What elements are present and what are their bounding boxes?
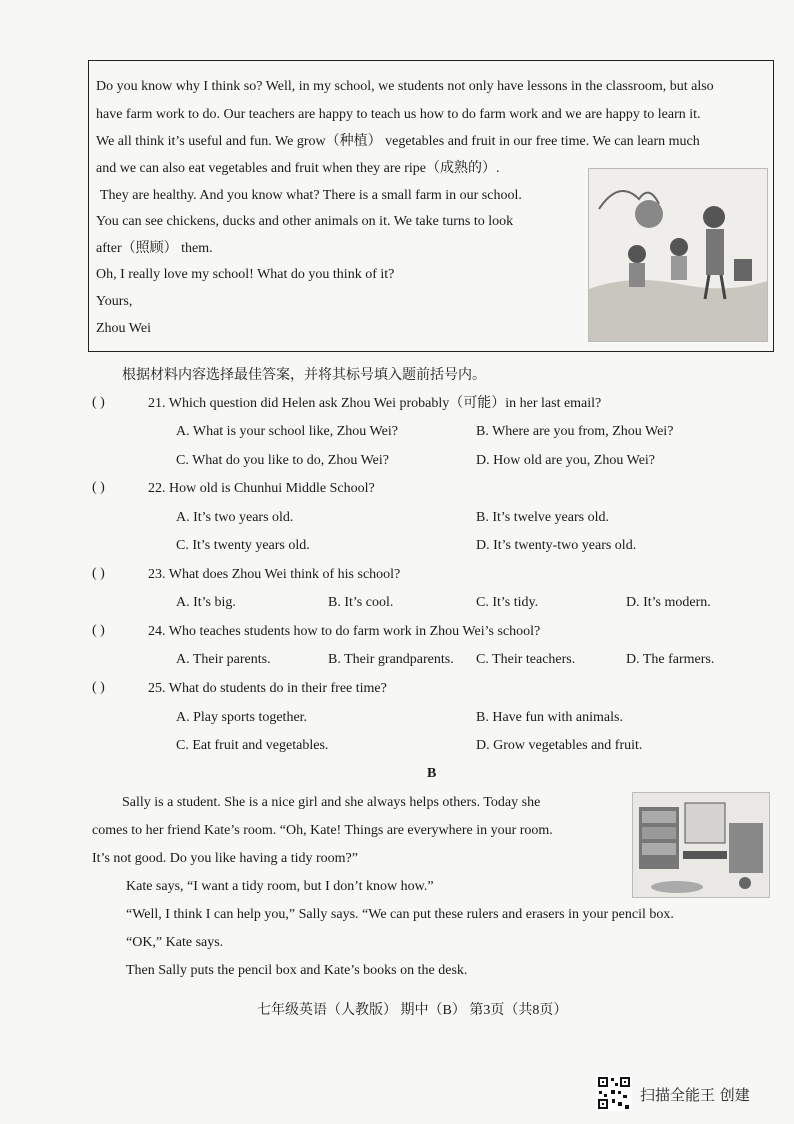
question-23: 23. What does Zhou Wei think of his school? [148, 567, 401, 582]
farm-illustration [588, 168, 768, 342]
option-d: D. The farmers. [626, 652, 715, 667]
option-b: B. It’s twelve years old. [476, 510, 609, 525]
option-d: D. It’s twenty-two years old. [476, 538, 637, 553]
answer-bracket[interactable]: ( ) [92, 566, 105, 581]
letter-line: We all think it’s useful and fun. We grow（种植） vegetables and fruit in our free time. We can learn much [96, 134, 700, 149]
option-a: A. Play sports together. [176, 710, 308, 725]
passage-line: It’s not good. Do you like having a tidy room?” [92, 851, 358, 866]
option-a: A. It’s big. [176, 595, 236, 610]
passage-line: comes to her friend Kate’s room. “Oh, Kate! Things are everywhere in your room. [92, 823, 553, 838]
option-c: C. It’s tidy. [476, 595, 539, 610]
answer-bracket[interactable]: ( ) [92, 680, 105, 695]
option-b: B. It’s cool. [328, 595, 394, 610]
option-c: C. Their teachers. [476, 652, 576, 667]
question-25: 25. What do students do in their free time? [148, 681, 387, 696]
option-b: B. Have fun with animals. [476, 710, 623, 725]
qr-code-icon [596, 1075, 632, 1111]
letter-line: You can see chickens, ducks and other animals on it. We take turns to look [96, 214, 514, 229]
question-24: 24. Who teaches students how to do farm work in Zhou Wei’s school? [148, 624, 541, 639]
option-d: D. How old are you, Zhou Wei? [476, 453, 656, 468]
section-heading: B [427, 766, 437, 781]
instruction: 根据材料内容选择最佳答案，并将其标号填入题前括号内。 [122, 368, 486, 383]
question-22: 22. How old is Chunhui Middle School? [148, 481, 375, 496]
answer-bracket[interactable]: ( ) [92, 395, 105, 410]
letter-line: and we can also eat vegetables and fruit when they are ripe（成熟的）. [96, 161, 500, 176]
letter-line: They are healthy. And you know what? There is a small farm in our school. [100, 188, 522, 203]
option-a: A. What is your school like, Zhou Wei? [176, 424, 398, 439]
farm-illustration-drawing [589, 169, 767, 341]
letter-line: Yours, [96, 294, 133, 309]
option-d: D. It’s modern. [626, 595, 711, 610]
passage-line: Then Sally puts the pencil box and Kate’s books on the desk. [126, 963, 468, 978]
question-21: 21. Which question did Helen ask Zhou Wei probably（可能）in her last email? [148, 396, 602, 411]
option-d: D. Grow vegetables and fruit. [476, 738, 643, 753]
page-footer: 七年级英语（人教版） 期中（B） 第3页（共8页） [257, 1003, 568, 1018]
passage-line: “OK,” Kate says. [126, 935, 224, 950]
answer-bracket[interactable]: ( ) [92, 623, 105, 638]
scanner-watermark: 扫描全能王 创建 [640, 1086, 750, 1104]
option-c: C. Eat fruit and vegetables. [176, 738, 329, 753]
letter-line: Oh, I really love my school! What do you think of it? [96, 267, 395, 282]
option-c: C. What do you like to do, Zhou Wei? [176, 453, 389, 468]
option-b: B. Where are you from, Zhou Wei? [476, 424, 674, 439]
letter-signature: Zhou Wei [96, 321, 151, 336]
room-illustration [632, 792, 770, 898]
passage-line: Kate says, “I want a tidy room, but I don’t know how.” [126, 879, 434, 894]
letter-line: after（照顾） them. [96, 241, 213, 256]
passage-line: “Well, I think I can help you,” Sally says. “We can put these rulers and erasers in your pencil box. [126, 907, 674, 922]
option-b: B. Their grandparents. [328, 652, 454, 667]
option-a: A. It’s two years old. [176, 510, 294, 525]
room-illustration-drawing [633, 793, 769, 897]
option-c: C. It’s twenty years old. [176, 538, 310, 553]
letter-line: have farm work to do. Our teachers are happy to teach us how to do farm work and we are happy to learn it. [96, 107, 701, 122]
answer-bracket[interactable]: ( ) [92, 480, 105, 495]
option-a: A. Their parents. [176, 652, 271, 667]
passage-line: Sally is a student. She is a nice girl and she always helps others. Today she [122, 795, 541, 810]
letter-line: Do you know why I think so? Well, in my school, we students not only have lessons in the classroom, but also [96, 79, 714, 94]
